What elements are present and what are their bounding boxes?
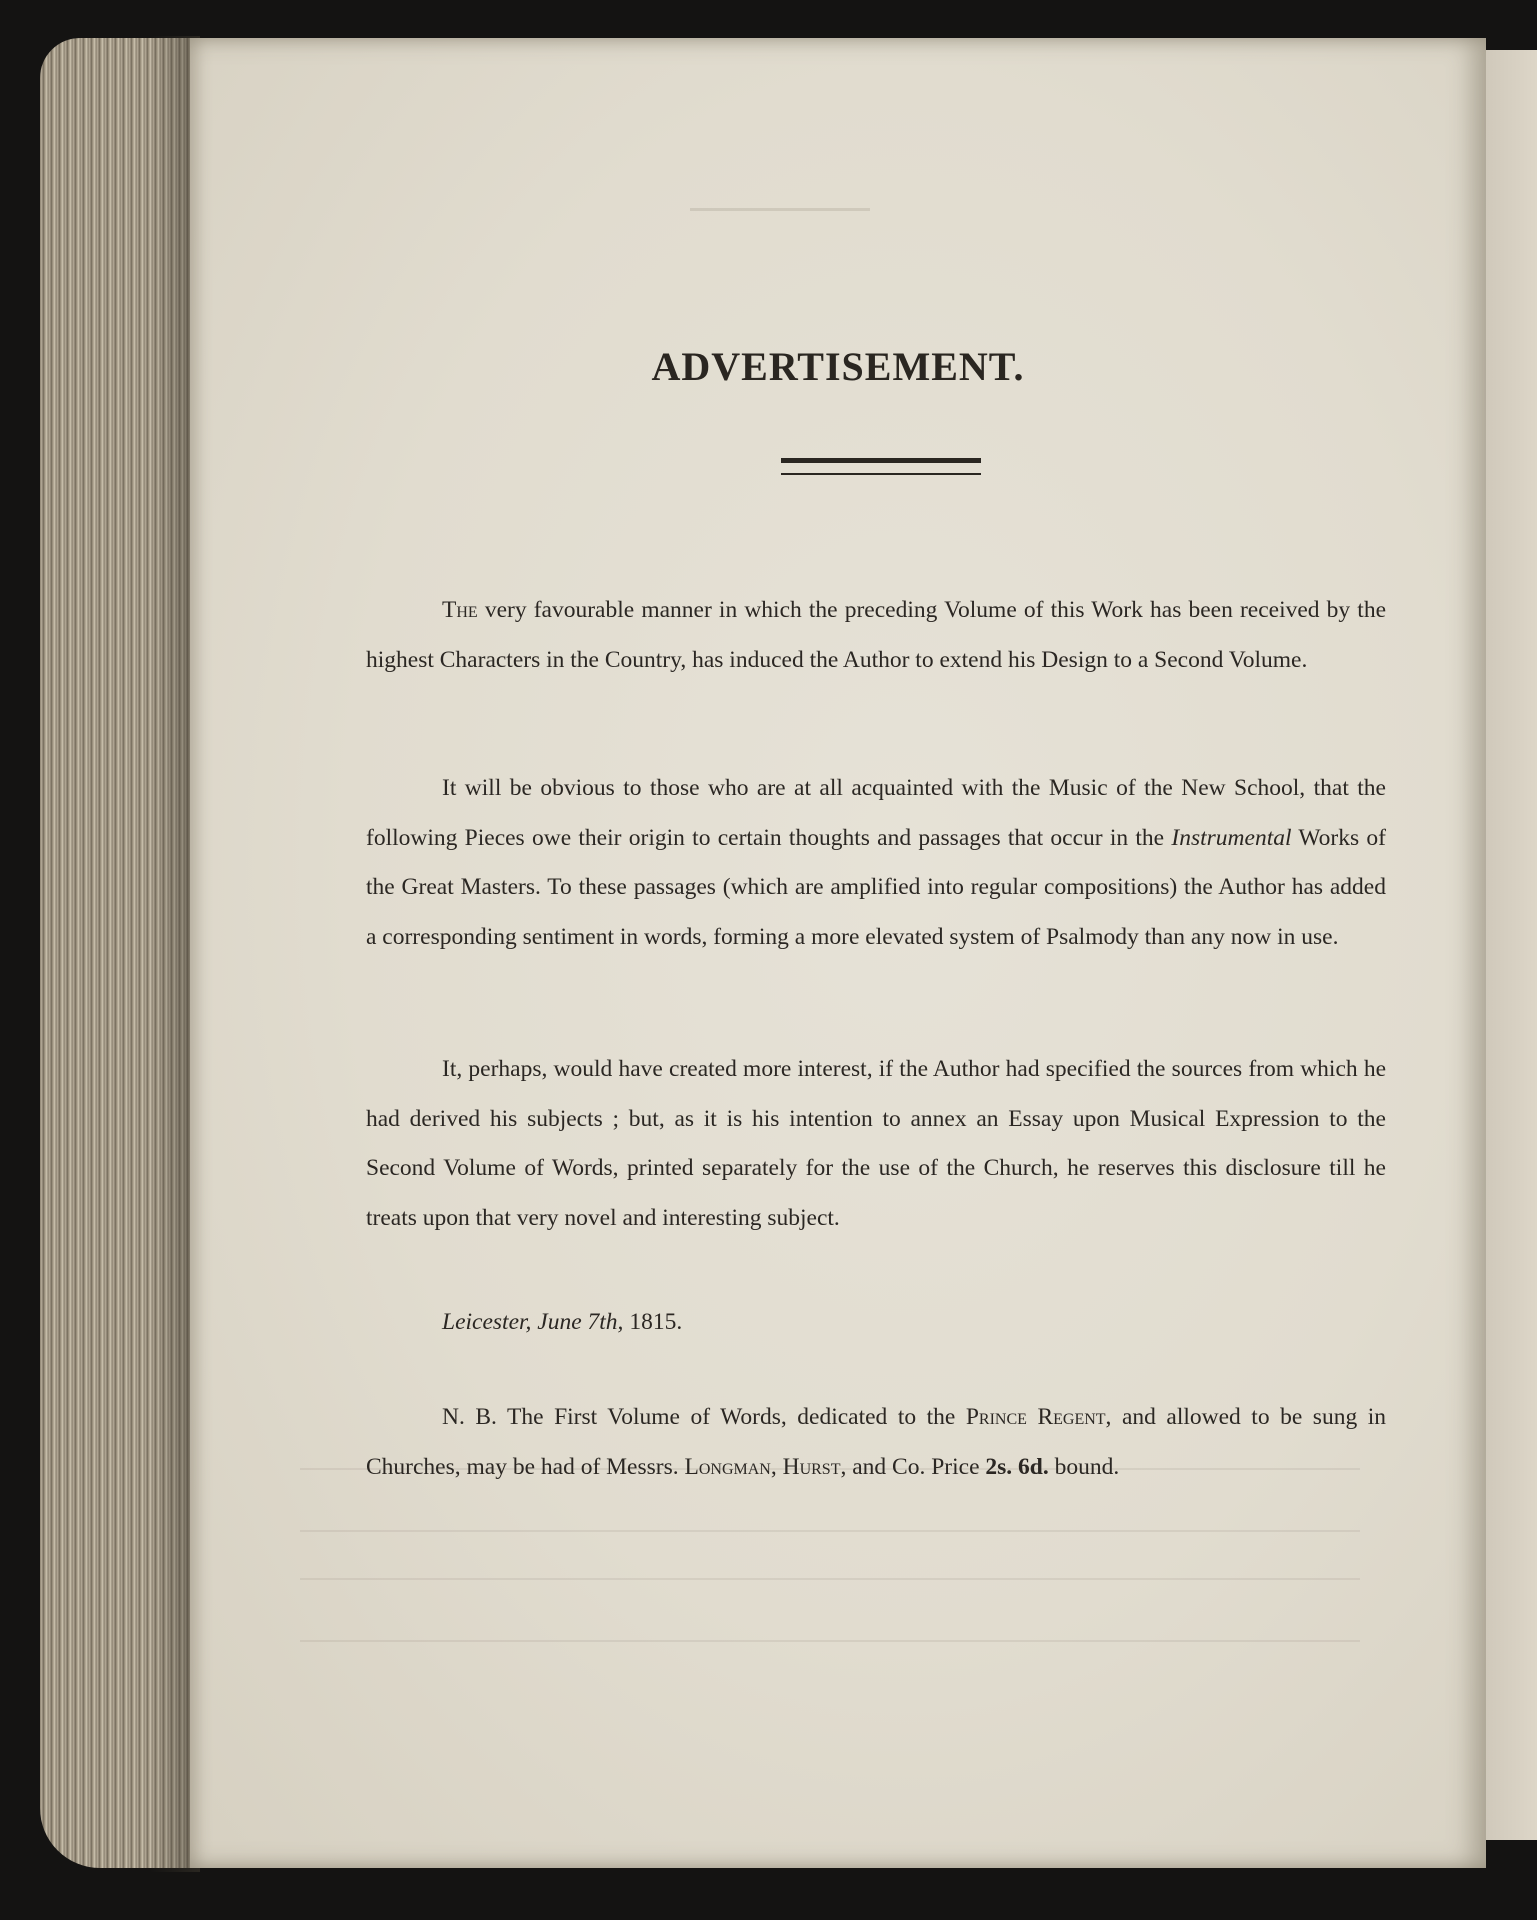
page-title: ADVERTISEMENT. [651, 344, 1025, 389]
paragraph-2-text-start: It will be obvious to those who are at all acquainted with the Music of the New School, that the following Pieces owe their origin to certain thoughts and passages that occur in the [366, 775, 1386, 851]
bleed-through-staff [300, 1578, 1360, 1642]
nota-bene-longman: Longman, [684, 1453, 777, 1480]
nota-bene-text-4: bound. [1054, 1453, 1120, 1480]
dateline-place: Leicester, [442, 1309, 532, 1335]
paragraph-2-text-end: Works of the Great Masters. To these passages (which are amplified into regular compositions) the Author has added a corresponding sentiment in words, forming a more elevated system of Psalmody than any now in use. [366, 824, 1386, 950]
paragraph-1 [366, 586, 1386, 685]
nota-bene-price: 2s. 6d. [985, 1453, 1049, 1480]
paragraph-2-italic-word: Instrumental [1171, 824, 1292, 851]
paragraph-3-text: It, perhaps, would have created more interest, if the Author had specified the sources from which he had derived his subjects ; but, as it is his intention to annex an Essay upon Musical Expression to the Second Volume of Words, printed separately for the use of the Church, he reserves this disclosure till he treats upon that very novel and interesting subject. [366, 1056, 1386, 1231]
nota-bene-hurst: Hurst, [782, 1453, 847, 1480]
nota-bene-text-2: and allowed to be sung in Churches, may be had of Messrs. [366, 1404, 1386, 1480]
paragraph-2 [366, 764, 1386, 962]
title-double-rule [781, 458, 981, 475]
dateline-date: June 7th, [537, 1309, 624, 1335]
nota-bene [366, 1393, 1386, 1492]
paragraph-1-text: very favourable manner in which the preceding Volume of this Work has been received by the highest Characters in the Country, has induced the Author to extend his Design to a Second Volume. [366, 597, 1387, 673]
paragraph-1-initial-word: The [442, 597, 478, 623]
bleed-through-rule [690, 208, 870, 211]
dateline [366, 1298, 1386, 1348]
nota-bene-text-3: and Co. Price [852, 1453, 980, 1480]
book-page [190, 38, 1486, 1868]
nota-bene-label: N. B. [442, 1404, 497, 1430]
dateline-year: 1815. [629, 1309, 683, 1335]
nota-bene-prince-regent: Prince Regent, [965, 1404, 1112, 1430]
paragraph-3 [366, 1045, 1386, 1243]
nota-bene-text-1: The First Volume of Words, dedicated to the [507, 1404, 956, 1430]
